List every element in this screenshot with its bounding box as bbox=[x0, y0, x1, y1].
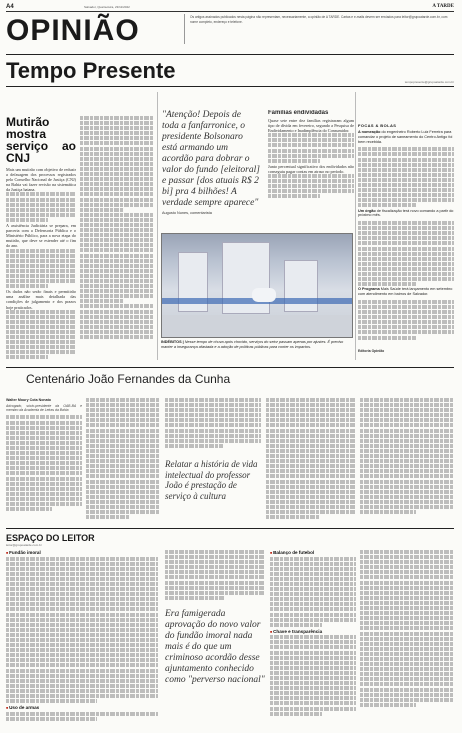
photo-caption bbox=[161, 340, 353, 350]
letter-column-4 bbox=[360, 550, 454, 728]
editorial-note: Os artigos assinados publicados nesta página não representam, necessariamente, a opinião de A TARDE. Cartas e e-mails devem ser enviados para leitor@grupoatarde.com.br, com nome completo, endereço e telefone. bbox=[190, 15, 448, 24]
familias-paragraph: Junto percentual significativo dos endividados não conseguiu pagar contas em atraso no período. bbox=[268, 163, 354, 174]
centenario-col-2 bbox=[86, 398, 160, 522]
letter-title: ■ Fundão imoral bbox=[6, 550, 158, 555]
text-lines bbox=[6, 557, 158, 704]
text-lines bbox=[360, 550, 454, 707]
centenario-title: Centenário João Fernandes da Cunha bbox=[26, 372, 231, 386]
cnj-article bbox=[6, 116, 76, 361]
section-subrule bbox=[6, 86, 454, 87]
note-text: de fiscalização terá novo comando a partir do próximo mês. bbox=[358, 208, 454, 218]
letter-title: ■ Balanço de futebol bbox=[270, 550, 356, 555]
letter-column-3 bbox=[270, 550, 356, 728]
familias-headline: Famílias endividadas bbox=[268, 110, 329, 116]
centenario-col-5 bbox=[360, 398, 454, 522]
pull-quote-text: "Atenção! Depois de toda a fanfarronice, o presidente Bolsonaro está armando um acordão para dobrar o valor do fundo [eleitoral] e passar [dos atuais R$ 2 bi] pra 4 bilhões! A verdade sempre aparece" bbox=[162, 110, 260, 208]
sidebar-notes bbox=[358, 123, 454, 341]
sidebar-note bbox=[358, 209, 454, 219]
leitor-email: leitor@grupoatarde.com.br bbox=[6, 543, 42, 547]
page-date: Salvador, Quarta-feira, 23/11/2022 bbox=[84, 5, 130, 9]
note-lead: Um órgão bbox=[358, 208, 376, 213]
text-lines bbox=[165, 550, 265, 600]
section-rule bbox=[6, 367, 454, 368]
letter-title: ■ Chave e transparência bbox=[270, 629, 356, 634]
centenario-pull-quote: Relatar a história de vida intelectual do professor João é prestação de serviço à cultura bbox=[165, 459, 258, 501]
text-lines bbox=[270, 557, 356, 627]
column-rule bbox=[355, 92, 356, 360]
section-rule bbox=[6, 528, 454, 529]
tempo-presente-email: tempopresente@grupoatarde.com.br bbox=[404, 80, 454, 84]
newspaper-name: A TARDE bbox=[432, 4, 454, 9]
letter-title: ■ Uso de armas bbox=[6, 705, 158, 710]
text-lines bbox=[6, 310, 76, 360]
text-lines bbox=[270, 635, 356, 715]
text-lines bbox=[6, 192, 76, 221]
tempo-presente-title: Tempo Presente bbox=[6, 58, 176, 83]
cnj-paragraph: Mais um mutirão com objetivo de reduzir a defasagem dos processos registrados pelo Conselho Nacional de Justiça (CNJ) na Bahia vai fazer revisão na sistemática da Justiça baiana. bbox=[6, 167, 76, 193]
text-lines bbox=[6, 249, 76, 289]
sidebar-author: Editoria Opinião bbox=[358, 349, 385, 353]
text-lines bbox=[268, 133, 354, 162]
leitor-title: ESPAÇO DO LEITOR bbox=[6, 533, 95, 543]
centenario-bio: Advogado, sócio-presidente da OAB-BA e membro da Academia de Letras da Bahia bbox=[6, 404, 82, 413]
text-lines bbox=[6, 415, 82, 511]
sidebar-note bbox=[358, 287, 454, 297]
pull-quote bbox=[162, 110, 260, 215]
centenario-byline: Walter Moury Cota Nonato bbox=[6, 398, 51, 402]
cnj-article-continued bbox=[80, 116, 154, 361]
text-lines bbox=[358, 147, 454, 207]
column-rule bbox=[157, 92, 158, 360]
section-rule bbox=[6, 54, 454, 55]
letter-column-2 bbox=[165, 550, 265, 606]
caption-lead: INDÉBITOS | bbox=[161, 340, 184, 344]
note-text: Mais Saúde terá lançamento em setembro com atendimento em bairros de Salvador. bbox=[358, 287, 453, 297]
text-lines bbox=[360, 398, 454, 514]
text-lines bbox=[358, 221, 454, 286]
section-title: OPINIÃO bbox=[6, 14, 140, 47]
news-photo bbox=[161, 233, 353, 338]
note-text: do engenheiro Roberto Luiz Ferreira para comandar o projeto de saneamento do Centro Antigo foi bem recebida. bbox=[358, 130, 453, 144]
caption-text: Nesse tempo de chuva após chovido, serviços do setor passam apenas por ajustes. É preciso manter a insegurança afastada e a adoção de políticas públicas para conter os impactos. bbox=[161, 340, 344, 349]
sidebar-heading: FOCAS & BOLAS bbox=[358, 123, 397, 128]
cnj-paragraph: Os dados não serão finais e permitirão uma análise mais detalhada das condições de julgamento e dos prazos hoje praticados. bbox=[6, 289, 76, 310]
top-rule bbox=[6, 11, 454, 12]
note-lead: A nomeação bbox=[358, 130, 381, 134]
cnj-headline: Mutirão mostra serviço ao CNJ bbox=[6, 116, 76, 165]
cnj-paragraph: A assistência Judiciária se prepara, em parceria com a Defensoria Pública e o Ministério Público, para a nova etapa do mutirão, que deve se estender até o fim do ano. bbox=[6, 223, 76, 249]
note-lead: O Programa bbox=[358, 287, 380, 292]
text-lines bbox=[266, 398, 356, 519]
centenario-col-4 bbox=[266, 398, 356, 522]
text-lines bbox=[80, 116, 154, 339]
page-number: A4 bbox=[6, 4, 14, 10]
familias-article bbox=[268, 110, 354, 228]
text-lines bbox=[6, 712, 158, 721]
centenario-col-1 bbox=[6, 398, 82, 522]
centenario-col-3 bbox=[165, 398, 261, 454]
masthead-divider bbox=[184, 14, 185, 44]
pull-quote-author: Augusto Nunes, comentarista bbox=[162, 211, 212, 215]
sidebar-note bbox=[358, 130, 454, 144]
letter-column-1 bbox=[6, 550, 158, 728]
familias-paragraph: Quase sete entre dez famílias registraram algum tipo de dívida em fevereiro, segundo a Pesquisa de Endividamento e Inadimplência do Consumidor. bbox=[268, 118, 354, 134]
text-lines bbox=[86, 398, 160, 519]
text-lines bbox=[165, 398, 261, 448]
leitor-pull-quote: Era famigerada aprovação do novo valor do fundão imoral nada mais é do que um criminoso acordão desse ajuntamento conhecido como "perverso nacional" bbox=[165, 609, 265, 685]
text-lines bbox=[358, 300, 454, 340]
text-lines bbox=[268, 174, 354, 198]
